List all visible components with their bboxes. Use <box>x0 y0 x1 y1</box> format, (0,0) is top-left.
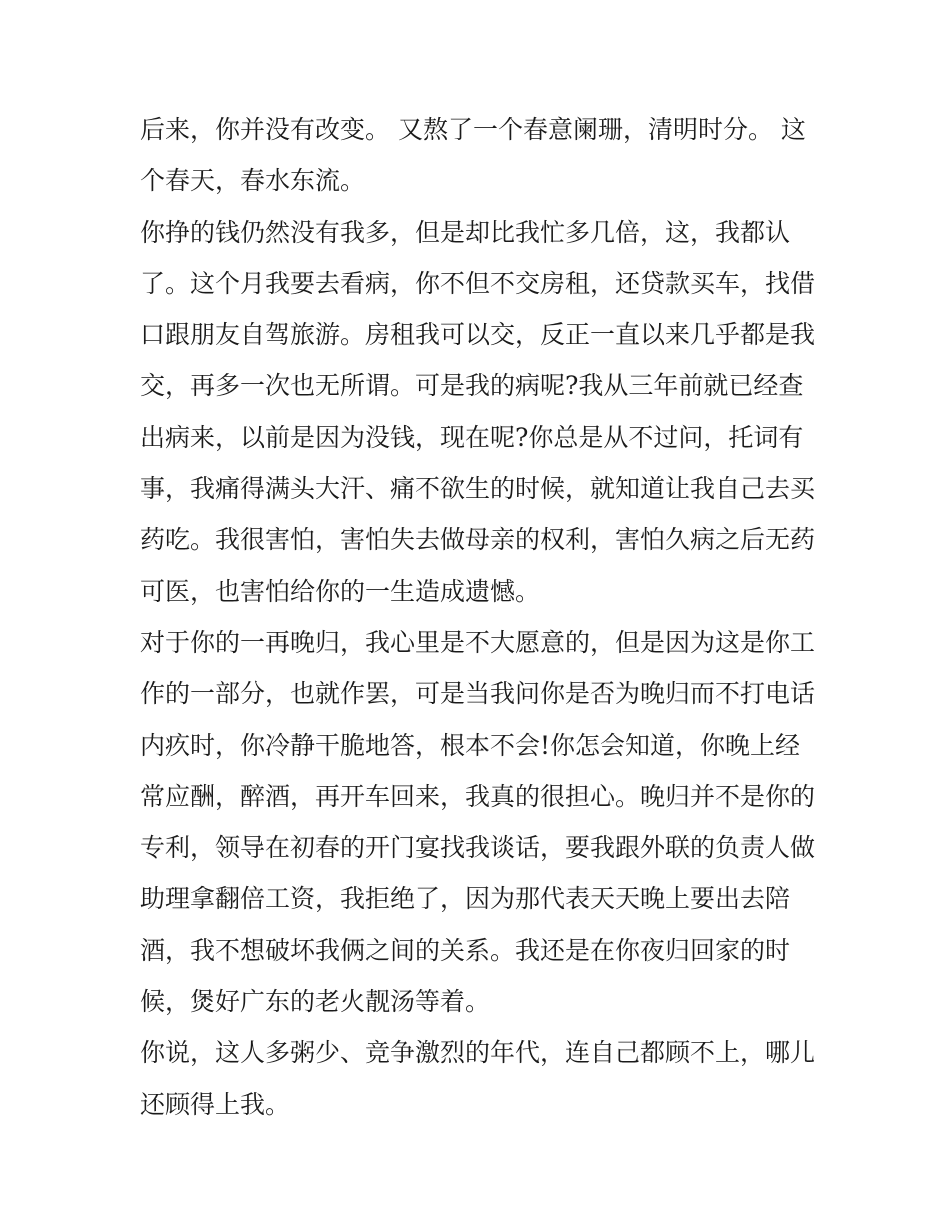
paragraph-2 <box>140 207 820 617</box>
text-line: 作的一部分，也就作罢，可是当我问你是否为晚归而不打电话 <box>140 679 816 709</box>
text-line: 对于你的一再晚归，我心里是不大愿意的，但是因为这是你工 <box>140 627 816 657</box>
paragraph-3 <box>140 617 820 1027</box>
text-line: 交，再多一次也无所谓。可是我的病呢?我从三年前就已经查 <box>140 371 804 401</box>
text-line: 酒，我不想破坏我俩之间的关系。我还是在你夜归回家的时 <box>140 935 791 965</box>
text-line: 药吃。我很害怕，害怕失去做母亲的权利，害怕久病之后无药 <box>140 525 816 555</box>
text-line: 口跟朋友自驾旅游。房租我可以交，反正一直以来几乎都是我 <box>140 320 816 350</box>
text-line: 专利，领导在初春的开门宴找我谈话，要我跟外联的负责人做 <box>140 833 816 863</box>
text-line: 个春天，春水东流。 <box>140 166 366 196</box>
text-line: 常应酬，醉酒，再开车回来，我真的很担心。晚归并不是你的 <box>140 781 816 811</box>
document-body <box>140 104 820 1130</box>
text-line: 可医，也害怕给你的一生造成遗憾。 <box>140 576 541 606</box>
text-line: 内疚时，你冷静干脆地答，根本不会!你怎会知道，你晚上经 <box>140 730 801 760</box>
text-line: 事，我痛得满头大汗、痛不欲生的时候，就知道让我自己去买 <box>140 474 816 504</box>
text-line: 候，煲好广东的老火靓汤等着。 <box>140 987 491 1017</box>
paragraph-1 <box>140 104 820 207</box>
text-line: 了。这个月我要去看病，你不但不交房租，还贷款买车，找借 <box>140 268 816 298</box>
text-line: 你说，这人多粥少、竞争激烈的年代，连自己都顾不上，哪儿 <box>140 1038 816 1068</box>
text-line: 你挣的钱仍然没有我多，但是却比我忙多几倍，这，我都认 <box>140 217 791 247</box>
text-line: 还顾得上我。 <box>140 1089 291 1119</box>
text-line: 后来，你并没有改变。 又熬了一个春意阑珊，清明时分。 这 <box>140 115 806 144</box>
text-line: 出病来，以前是因为没钱，现在呢?你总是从不过问，托词有 <box>140 422 804 452</box>
text-line: 助理拿翻倍工资，我拒绝了，因为那代表天天晚上要出去陪 <box>140 884 791 914</box>
paragraph-4 <box>140 1027 820 1130</box>
